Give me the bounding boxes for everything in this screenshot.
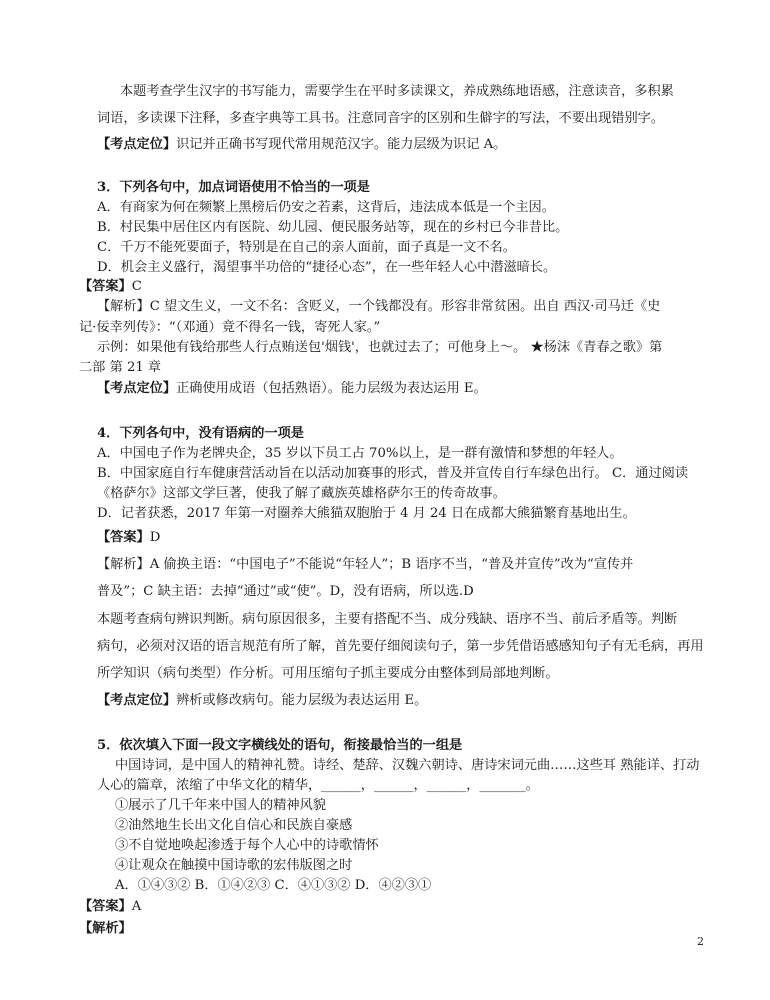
q2-analysis-line-2: 词语，多读课下注释，多查字典等工具书。注意同音字的区别和生僻字的写法，不要出现错别字。 xyxy=(97,111,665,126)
q5-item-4: ④让观众在触摸中国诗歌的宏伟版图之时 xyxy=(115,858,353,873)
q4-jiexi-line-1: 【解析】A 偷换主语：“中国电子”不能说“年轻人”；B 语序不当，“普及并宣传”改为“宣传并 xyxy=(97,557,634,572)
q4-jiexi-line-2: 普及”；C 缺主语：去掉“通过”或“使”。D，没有语病，所以选.D xyxy=(97,584,474,599)
q5-jiexi-tag: 【解析】 xyxy=(79,921,132,936)
q5-text-line-2: 人心的篇章，浓缩了中华文化的精华，______，______，______，_______。 xyxy=(97,778,539,793)
q3-title: 3．下列各句中，加点词语使用不恰当的一项是 xyxy=(97,180,370,195)
q5-text-line-1: 中国诗词，是中国人的精神礼赞。诗经、楚辞、汉魏六朝诗、唐诗宋词元曲……这些耳 熟能详、打动 xyxy=(115,758,700,773)
kaodian-tag: 【考点定位】 xyxy=(97,693,177,708)
q4-option-b: B．中国家庭自行车健康营活动旨在以活动加赛事的形式，普及并宣传自行车绿色出行。 C．通过阅读 xyxy=(97,466,689,481)
q5-item-2: ②油然地生长出文化自信心和民族自豪感 xyxy=(115,818,353,833)
q5-answer xyxy=(79,899,141,915)
answer-tag: 【答案】 xyxy=(97,530,150,545)
q3-option-a: A．有商家为何在频繁上黑榜后仍安之若素，这背后，违法成本低是一个主因。 xyxy=(97,200,555,215)
q4-jiexi-line-5: 所学知识（病句类型）作分析。可用压缩句子抓主要成分由整体到局部地判断。 xyxy=(97,666,559,681)
kaodian-text: 识记并正确书写现代常用规范汉字。能力层级为识记 A。 xyxy=(176,137,507,152)
q4-jiexi-line-3: 本题考查病句辨识判断。病句原因很多，主要有搭配不当、成分残缺、语序不当、前后矛盾等。判断 xyxy=(97,612,678,627)
q3-option-b: B．村民集中居住区内有医院、幼儿园、便民服务站等，现在的乡村已今非昔比。 xyxy=(97,220,569,235)
q2-analysis-line-1: 本题考查学生汉字的书写能力，需要学生在平时多读课文，养成熟练地语感，注意读音，多积累 xyxy=(120,84,674,99)
q3-answer xyxy=(79,279,142,295)
answer-value: C xyxy=(131,279,142,294)
answer-value: A xyxy=(131,899,142,914)
q4-kaodian xyxy=(97,693,427,709)
q3-jiexi-line-1: 【解析】C 望文生义，一文不名：含贬义，一个钱都没有。形容非常贫困。出自 西汉·司马迁《史 xyxy=(97,299,661,314)
q4-title: 4．下列各句中，没有语病的一项是 xyxy=(97,426,304,441)
q2-kaodian xyxy=(97,137,506,153)
kaodian-text: 辨析或修改病句。能力层级为表达运用 E。 xyxy=(176,693,428,708)
kaodian-text: 正确使用成语（包括熟语）。能力层级为表达运用 E。 xyxy=(176,381,487,396)
q4-jiexi-line-4: 病句，必须对汉语的语言规范有所了解，首先要仔细阅读句子，第一步凭借语感感知句子有无毛病，再用 xyxy=(97,639,704,654)
q4-answer xyxy=(97,530,160,546)
q3-option-c: C．千万不能死要面子，特别是在自己的亲人面前，面子真是一文不名。 xyxy=(97,240,516,255)
q4-option-c: 《格萨尔》这部文学巨著，使我了解了藏族英雄格萨尔王的传奇故事。 xyxy=(97,486,506,501)
q3-kaodian xyxy=(97,381,487,397)
q5-item-3: ③不自觉地唤起渗透于每个人心中的诗歌情怀 xyxy=(115,838,379,853)
answer-value: D xyxy=(149,530,161,545)
q3-option-d: D．机会主义盛行，渴望事半功倍的“捷径心态”，在一些年轻人心中潜滋暗长。 xyxy=(97,260,557,275)
answer-tag: 【答案】 xyxy=(79,899,132,914)
q4-option-a: A．中国电子作为老牌央企，35 岁以下员工占 70%以上，是一群有激情和梦想的年轻人。 xyxy=(97,446,623,461)
q4-option-d: D．记者获悉，2017 年第一对圈养大熊猫双胞胎于 4 月 24 日在成都大熊猫繁育基地出生。 xyxy=(97,506,636,521)
q5-item-1: ①展示了几千年来中国人的精神风貌 xyxy=(115,798,326,813)
kaodian-tag: 【考点定位】 xyxy=(97,381,177,396)
kaodian-tag: 【考点定位】 xyxy=(97,137,177,152)
q5-title: 5．依次填入下面一段文字横线处的语句，衔接最恰当的一组是 xyxy=(97,738,463,753)
page-number: 2 xyxy=(697,935,704,948)
q3-jiexi-line-4: 二部 第 21 章 xyxy=(79,360,162,375)
q3-jiexi-line-2: 记·佞幸列传》：“（邓通）竟不得名一钱，寄死人家。” xyxy=(79,320,381,335)
answer-tag: 【答案】 xyxy=(79,279,132,294)
q5-choices: A．①④③② B．①④②③ C．④①③② D．④②③① xyxy=(115,878,432,893)
q3-jiexi-line-3: 示例：如果他有钱给那些人行点贿送包'烟钱'，也就过去了；可他身上～。 ★杨沫《青春之歌》第 xyxy=(97,340,663,355)
